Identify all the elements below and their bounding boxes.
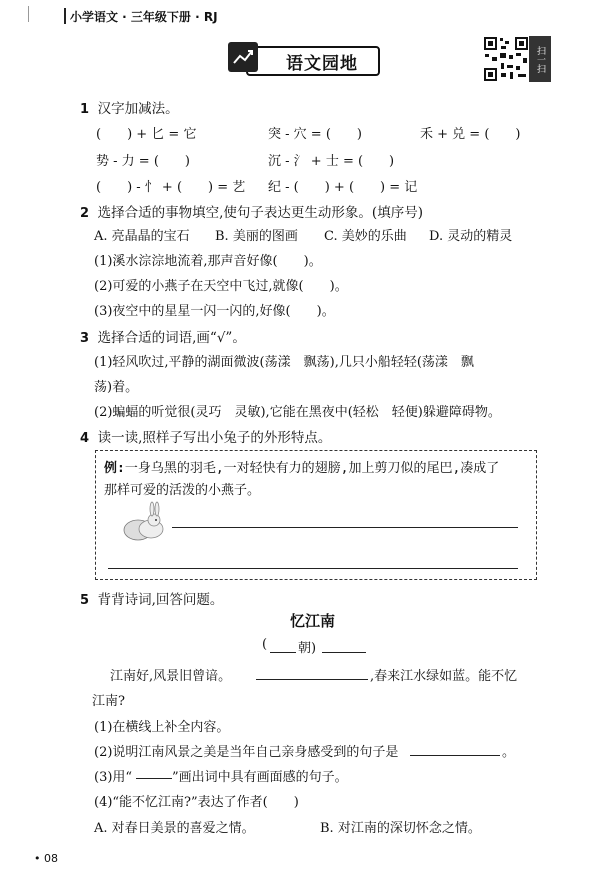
q1-item: 沉 - 氵 + 士 = ( ) [268,154,395,169]
example-line: 那样可爱的活泼的小燕子。 [104,483,261,498]
q1-item: 势 - 力 = ( ) [96,154,190,169]
q2-prompt-text: 选择合适的事物填空,使句子表达更生动形象。(填序号) [97,205,423,221]
q2-option: C. 美妙的乐曲 [324,229,407,244]
sentence-blank[interactable] [410,755,500,756]
q5-sub: ”画出词中具有画面感的句子。 [172,770,348,785]
section-title: 语文园地 [286,54,358,74]
q1-item: ( ) - 忄 + ( ) = 艺 [96,180,246,195]
qr-tab-label: 扫一扫 [529,36,551,82]
q3-prompt [80,326,246,346]
answer-line[interactable] [172,527,518,528]
underline-sample [136,778,172,779]
dynasty-suffix: 朝) [298,641,317,656]
dynasty-open: ( [262,637,268,652]
poem-line: 江南好,风景旧曾谙。 [110,669,232,684]
section-banner [228,42,382,76]
q5-number: 5 [80,593,90,608]
header-tick [28,6,29,22]
poem-line: ,春来江水绿如蓝。能不忆 [370,669,518,684]
q5-sub: (3)用“ [94,770,133,785]
q3-item1-line2: 荡)着。 [94,380,139,395]
q2-option: D. 灵动的精灵 [429,229,513,244]
q2-option: B. 美丽的图画 [215,229,298,244]
q5-prompt-text: 背背诗词,回答问题。 [97,592,224,608]
q4-number: 4 [80,431,90,446]
page-number: • 08 [34,852,58,865]
q5-sub: (1)在横线上补全内容。 [94,720,230,735]
q1-prompt-text: 汉字加减法。 [97,101,179,117]
dynasty-blank[interactable] [270,652,296,653]
qr-code-icon[interactable] [483,36,529,82]
q2-prompt [80,201,423,221]
q3-number: 3 [80,331,90,346]
q5-sub: (4)“能不忆江南?”表达了作者( ) [94,795,299,810]
example-text [104,458,524,502]
answer-line[interactable] [108,568,518,569]
example-label: 例: [104,461,125,476]
q3-item2: (2)蝙蝠的听觉很(灵巧 灵敏),它能在黑夜中(轻松 轻便)躲避障碍物。 [94,405,501,420]
q2-item: (3)夜空中的星星一闪一闪的,好像( )。 [94,304,335,319]
q4-prompt [80,426,331,446]
q5-option: B. 对江南的深切怀念之情。 [320,821,481,836]
q5-sub-end: 。 [502,745,516,760]
q2-item: (1)溪水淙淙地流着,那声音好像( )。 [94,254,322,269]
rabbit-icon [118,500,166,542]
q2-option: A. 亮晶晶的宝石 [94,229,190,244]
q5-sub: (2)说明江南风景之美是当年自己亲身感受到的句子是 [94,745,399,760]
q2-item: (2)可爱的小燕子在天空中飞过,就像( )。 [94,279,348,294]
header-bar [64,8,66,24]
q1-item: 纪 - ( ) + ( ) = 记 [268,180,418,195]
q1-prompt [80,97,179,117]
q1-item: ( ) + 匕 = 它 [96,127,197,142]
q3-prompt-text: 选择合适的词语,画“√”。 [97,330,246,346]
q1-item: 禾 + 兑 = ( ) [420,127,521,142]
q5-prompt [80,588,223,608]
q1-number: 1 [80,102,90,117]
q4-prompt-text: 读一读,照样子写出小兔子的外形特点。 [97,430,332,446]
poem-line: 江南? [92,694,125,709]
author-blank[interactable] [322,652,366,653]
book-title: 小学语文 · 三年级下册 · RJ [70,10,218,24]
q2-number: 2 [80,206,90,221]
q3-item1-line1: (1)轻风吹过,平静的湖面微波(荡漾 飘荡),几只小船轻轻(荡漾 飘 [94,355,474,370]
poem-blank[interactable] [256,679,368,680]
example-line: 一身乌黑的羽毛,一对轻快有力的翅膀,加上剪刀似的尾巴,凑成了 [124,461,500,476]
q5-option: A. 对春日美景的喜爱之情。 [94,821,255,836]
poem-title: 忆江南 [290,612,336,630]
q1-item: 突 - 穴 = ( ) [268,127,362,142]
chart-icon [228,42,258,72]
